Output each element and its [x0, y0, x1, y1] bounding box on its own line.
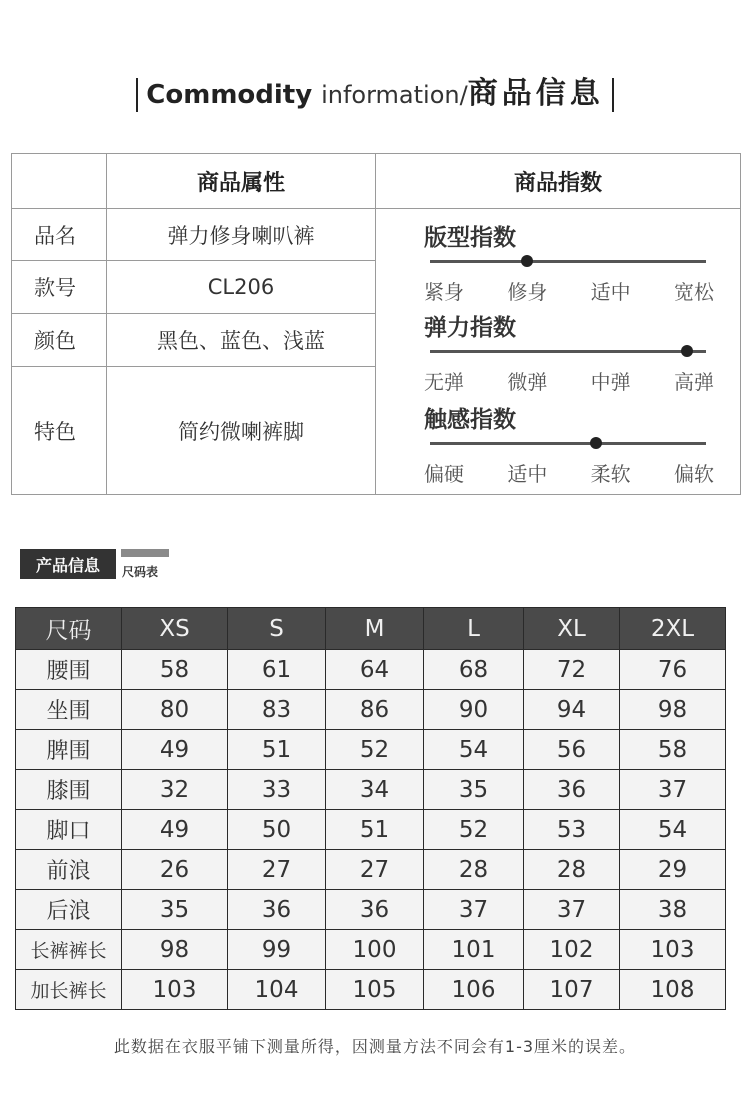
- feel-index-title: 触感指数: [424, 407, 516, 433]
- table-row: [16, 850, 726, 890]
- size-value: 80: [122, 690, 228, 730]
- fit-index: [424, 219, 714, 304]
- size-value: 29: [620, 850, 726, 890]
- title-en-bold: Commodity: [146, 80, 313, 110]
- attr-corner-cell: [12, 154, 107, 209]
- size-value: 103: [122, 970, 228, 1010]
- size-value: 54: [620, 810, 726, 850]
- table-row: [16, 770, 726, 810]
- index-header: 商品指数: [376, 154, 740, 209]
- size-value: 26: [122, 850, 228, 890]
- feel-label-softer: 偏软: [673, 462, 714, 486]
- stretch-index: [424, 309, 714, 394]
- attr-label-feature: 特色: [12, 367, 107, 494]
- size-value: 56: [524, 730, 620, 770]
- table-row: [16, 810, 726, 850]
- size-value: 100: [326, 930, 424, 970]
- size-value: 36: [228, 890, 326, 930]
- size-value: 37: [620, 770, 726, 810]
- attr-label-color: 颜色: [12, 314, 107, 367]
- size-value: 52: [326, 730, 424, 770]
- size-value: 51: [228, 730, 326, 770]
- size-value: 58: [122, 650, 228, 690]
- size-value: 51: [326, 810, 424, 850]
- size-value: 35: [424, 770, 524, 810]
- size-value: 105: [326, 970, 424, 1010]
- feel-label-hard: 偏硬: [424, 462, 464, 486]
- section-subtitle: 尺码表: [122, 565, 159, 579]
- size-value: 34: [326, 770, 424, 810]
- table-row: [16, 690, 726, 730]
- size-value: 49: [122, 810, 228, 850]
- size-value: 27: [228, 850, 326, 890]
- size-value: 103: [620, 930, 726, 970]
- title-en-light: information/: [321, 81, 468, 109]
- table-row: [16, 650, 726, 690]
- fit-label-tight: 紧身: [424, 280, 464, 304]
- stretch-label-slight: 微弹: [507, 370, 548, 394]
- header-xl: XL: [524, 608, 620, 650]
- size-value: 36: [524, 770, 620, 810]
- row-label: 长裤裤长: [16, 930, 122, 970]
- size-value: 53: [524, 810, 620, 850]
- stretch-label-none: 无弹: [424, 370, 464, 394]
- size-value: 27: [326, 850, 424, 890]
- size-value: 61: [228, 650, 326, 690]
- size-value: 98: [122, 930, 228, 970]
- row-label: 坐围: [16, 690, 122, 730]
- row-label: 脾围: [16, 730, 122, 770]
- header-m: M: [326, 608, 424, 650]
- size-value: 35: [122, 890, 228, 930]
- size-value: 38: [620, 890, 726, 930]
- size-header-row: [16, 608, 726, 650]
- size-value: 54: [424, 730, 524, 770]
- size-value: 32: [122, 770, 228, 810]
- stretch-label-medium: 中弹: [590, 370, 631, 394]
- row-label: 前浪: [16, 850, 122, 890]
- attribute-table: [11, 153, 741, 495]
- attr-value-feature: 简约微喇裤脚: [107, 367, 376, 494]
- size-value: 90: [424, 690, 524, 730]
- feel-index-line: [430, 442, 706, 445]
- size-value: 99: [228, 930, 326, 970]
- attr-value-color: 黑色、蓝色、浅蓝: [107, 314, 376, 367]
- section-bar: [121, 549, 169, 557]
- size-value: 98: [620, 690, 726, 730]
- size-value: 72: [524, 650, 620, 690]
- title-bar-right: [612, 78, 614, 112]
- size-value: 68: [424, 650, 524, 690]
- row-label: 腰围: [16, 650, 122, 690]
- fit-index-marker: [521, 255, 533, 267]
- size-value: 107: [524, 970, 620, 1010]
- size-value: 52: [424, 810, 524, 850]
- section-tag: 产品信息: [20, 549, 116, 579]
- row-label: 加长裤长: [16, 970, 122, 1010]
- size-value: 37: [424, 890, 524, 930]
- size-value: 104: [228, 970, 326, 1010]
- header-size: 尺码: [16, 608, 122, 650]
- size-value: 64: [326, 650, 424, 690]
- row-label: 后浪: [16, 890, 122, 930]
- fit-index-line: [430, 260, 706, 263]
- size-value: 58: [620, 730, 726, 770]
- index-area: [376, 209, 740, 494]
- size-value: 108: [620, 970, 726, 1010]
- row-label: 膝围: [16, 770, 122, 810]
- size-value: 94: [524, 690, 620, 730]
- feel-index: [424, 401, 714, 486]
- size-value: 49: [122, 730, 228, 770]
- size-value: 28: [524, 850, 620, 890]
- size-value: 37: [524, 890, 620, 930]
- size-value: 106: [424, 970, 524, 1010]
- size-value: 102: [524, 930, 620, 970]
- size-value: 36: [326, 890, 424, 930]
- header-s: S: [228, 608, 326, 650]
- size-value: 76: [620, 650, 726, 690]
- attr-label-name: 品名: [12, 209, 107, 261]
- stretch-index-marker: [681, 345, 693, 357]
- header-2xl: 2XL: [620, 608, 726, 650]
- table-row: [16, 730, 726, 770]
- stretch-label-high: 高弹: [673, 370, 714, 394]
- size-value: 28: [424, 850, 524, 890]
- size-table: [15, 607, 726, 1010]
- size-value: 83: [228, 690, 326, 730]
- stretch-index-line: [430, 350, 706, 353]
- size-table-body: [16, 650, 726, 1010]
- row-label: 脚口: [16, 810, 122, 850]
- page-title: [0, 70, 750, 118]
- size-value: 86: [326, 690, 424, 730]
- fit-index-title: 版型指数: [424, 225, 516, 251]
- title-bar-left: [136, 78, 138, 112]
- stretch-index-title: 弹力指数: [424, 315, 516, 341]
- size-value: 50: [228, 810, 326, 850]
- feel-label-medium: 适中: [507, 462, 548, 486]
- attr-header: 商品属性: [107, 154, 376, 209]
- attr-label-style: 款号: [12, 261, 107, 314]
- attr-value-name: 弹力修身喇叭裤: [107, 209, 376, 261]
- size-value: 101: [424, 930, 524, 970]
- feel-label-soft: 柔软: [590, 462, 631, 486]
- attr-value-style: CL206: [107, 261, 376, 314]
- fit-label-regular: 适中: [590, 280, 631, 304]
- table-row: [16, 890, 726, 930]
- size-value: 33: [228, 770, 326, 810]
- fit-label-loose: 宽松: [673, 280, 714, 304]
- feel-index-marker: [590, 437, 602, 449]
- header-xs: XS: [122, 608, 228, 650]
- fit-label-slim: 修身: [507, 280, 548, 304]
- table-row: [16, 930, 726, 970]
- measurement-note: 此数据在衣服平铺下测量所得，因测量方法不同会有1-3厘米的误差。: [113, 1037, 637, 1056]
- header-l: L: [424, 608, 524, 650]
- table-row: [16, 970, 726, 1010]
- title-zh: 商品信息: [467, 76, 604, 111]
